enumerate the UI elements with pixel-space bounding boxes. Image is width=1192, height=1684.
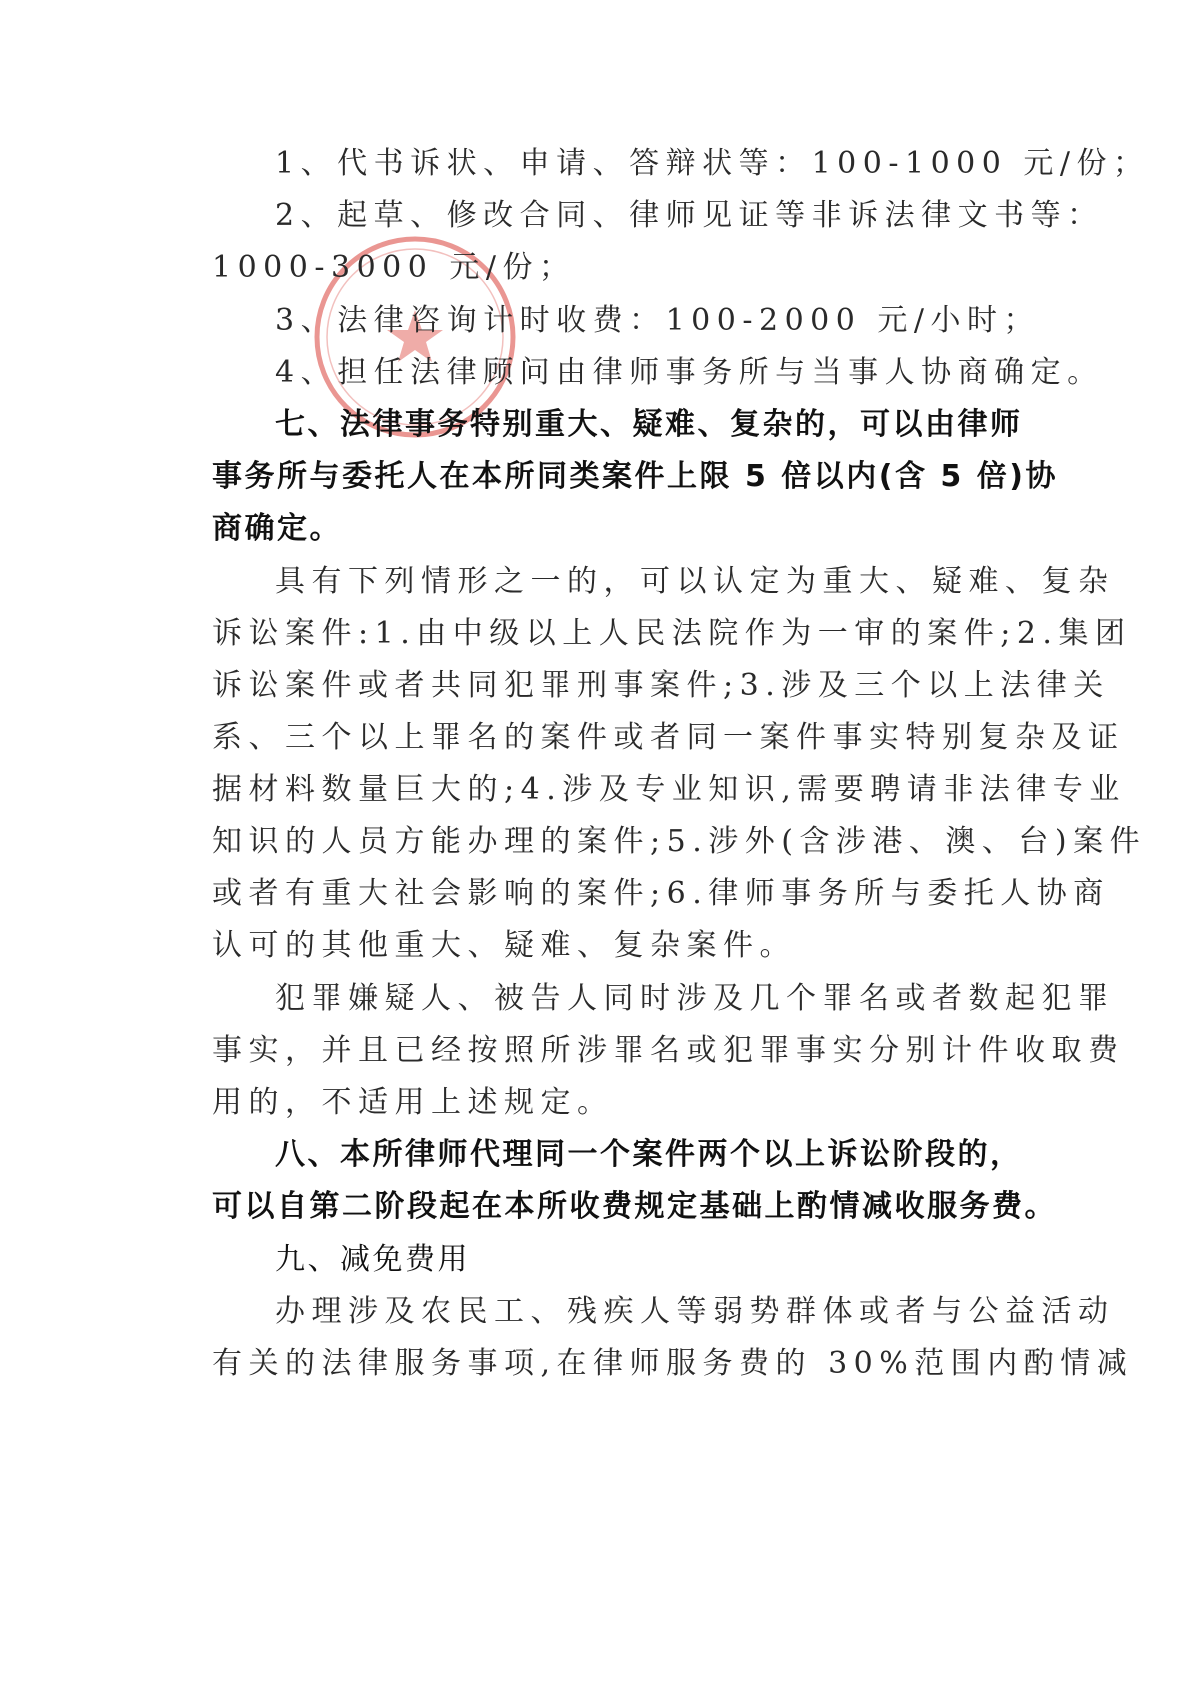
- fee-item-3: 3、法律咨询计时收费：100-2000 元/小时；: [275, 303, 1040, 338]
- section-7-para-7: 或者有重大社会影响的案件;6.律师事务所与委托人协商: [212, 876, 1110, 911]
- fee-item-1: 1、代书诉状、申请、答辩状等：100-1000 元/份；: [275, 146, 1150, 181]
- fee-item-4: 4、担任法律顾问由律师事务所与当事人协商确定。: [275, 355, 1104, 390]
- section-7-para-6: 知识的人员方能办理的案件;5.涉外(含涉港、澳、台)案件: [212, 824, 1147, 859]
- section-8-heading: 八、本所律师代理同一个案件两个以上诉讼阶段的，: [275, 1137, 1023, 1172]
- section-7-heading: 七、法律事务特别重大、疑难、复杂的，可以由律师: [275, 407, 1023, 442]
- section-7-note-3: 用的，不适用上述规定。: [212, 1085, 614, 1120]
- section-7-line-2: 事务所与委托人在本所同类案件上限 5 倍以内(含 5 倍)协: [212, 459, 1058, 494]
- section-9-heading: 九、减免费用: [275, 1242, 470, 1277]
- section-7-para-3: 诉讼案件或者共同犯罪刑事案件;3.涉及三个以上法律关: [212, 668, 1110, 703]
- section-9-para-2: 有关的法律服务事项,在律师服务费的 30%范围内酌情减: [212, 1346, 1134, 1381]
- section-7-para-1: 具有下列情形之一的，可以认定为重大、疑难、复杂: [275, 564, 1115, 599]
- section-7-para-5: 据材料数量巨大的;4.涉及专业知识,需要聘请非法律专业: [212, 772, 1126, 807]
- fee-item-2: 2、起草、修改合同、律师见证等非诉法律文书等：: [275, 198, 1104, 233]
- section-8-line-2: 可以自第二阶段起在本所收费规定基础上酌情减收服务费。: [212, 1189, 1057, 1224]
- section-7-para-8: 认可的其他重大、疑难、复杂案件。: [212, 928, 796, 963]
- section-7-para-2: 诉讼案件:1.由中级以上人民法院作为一审的案件;2.集团: [212, 616, 1132, 651]
- section-7-line-3: 商确定。: [212, 511, 342, 546]
- fee-item-2-cont: 1000-3000 元/份；: [212, 250, 576, 285]
- section-7-para-4: 系、三个以上罪名的案件或者同一案件事实特别复杂及证: [212, 720, 1125, 755]
- section-9-para-1: 办理涉及农民工、残疾人等弱势群体或者与公益活动: [275, 1294, 1115, 1329]
- section-7-note-2: 事实，并且已经按照所涉罪名或犯罪事实分别计件收取费: [212, 1033, 1125, 1068]
- section-7-note-1: 犯罪嫌疑人、被告人同时涉及几个罪名或者数起犯罪: [275, 981, 1115, 1016]
